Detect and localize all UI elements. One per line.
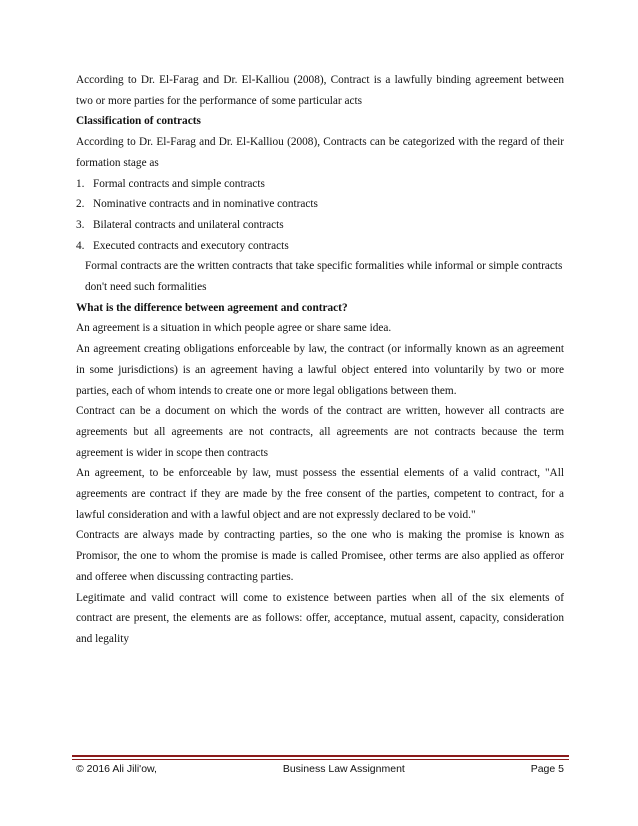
- footer-page-number: Page 5: [530, 763, 564, 775]
- paragraph-agreement-obligations: An agreement creating obligations enforceable by law, the contract (or informally known as an agreement in some jurisdictions) is an agreement having a lawful object entered into voluntarily by two or more parties, each of whom intends to create one or more legal obligations between them.: [76, 343, 564, 397]
- paragraph-formal-contracts: Formal contracts are the written contracts that take specific formalities while informal or simple contracts don't need such formalities: [85, 260, 563, 294]
- footer-divider-thin: [72, 759, 569, 760]
- list-number: 4.: [76, 239, 85, 252]
- paragraph-elements: Legitimate and valid contract will come to existence between parties when all of the six elements of contract are present, the elements are as follows: offer, acceptance, mutual assent, capacity, consideration and legality: [76, 591, 564, 645]
- paragraph-enforceable: An agreement, to be enforceable by law, must possess the essential elements of a valid contract, "All agreements are contract if they are made by the free consent of the parties, competent to contract, for a lawful consideration and with a lawful object and are not expressly declared to be void.": [76, 467, 564, 521]
- list-item: [76, 236, 564, 257]
- list-text: Nominative contracts and in nominative contracts: [93, 198, 318, 211]
- paragraph-categorization: According to Dr. El-Farag and Dr. El-Kalliou (2008), Contracts can be categorized with the regard of their formation stage as: [76, 136, 564, 169]
- list-text: Executed contracts and executory contracts: [93, 239, 289, 252]
- heading-difference: What is the difference between agreement and contract?: [76, 301, 348, 314]
- heading-classification: Classification of contracts: [76, 115, 201, 128]
- list-text: Formal contracts and simple contracts: [93, 177, 265, 190]
- contract-types-list: [76, 174, 564, 257]
- paragraph-contract-document: Contract can be a document on which the words of the contract are written, however all contracts are agreements but all agreements are not contracts, all agreements are not contracts because the term agreement is wider in scope then contracts: [76, 405, 564, 459]
- list-item: [76, 194, 564, 215]
- list-number: 1.: [76, 177, 85, 190]
- list-text: Bilateral contracts and unilateral contracts: [93, 218, 284, 231]
- paragraph-contract-definition: According to Dr. El-Farag and Dr. El-Kalliou (2008), Contract is a lawfully binding agreement between two or more parties for the performance of some particular acts: [76, 74, 564, 107]
- footer-copyright: © 2016 Ali Jili'ow,: [76, 763, 157, 775]
- footer-divider: [72, 755, 569, 757]
- list-item: [76, 174, 564, 195]
- footer-title: Business Law Assignment: [282, 763, 405, 775]
- page-footer: [76, 763, 564, 775]
- list-number: 2.: [76, 198, 85, 211]
- paragraph-agreement-definition: An agreement is a situation in which people agree or share same idea.: [76, 322, 392, 335]
- paragraph-contracting-parties: Contracts are always made by contracting parties, so the one who is making the promise is known as Promisor, the one to whom the promise is made is called Promisee, other terms are also applied as offeror and offeree when discussing contracting parties.: [76, 529, 564, 583]
- list-number: 3.: [76, 218, 85, 231]
- document-body: [76, 70, 564, 650]
- list-item: [76, 215, 564, 236]
